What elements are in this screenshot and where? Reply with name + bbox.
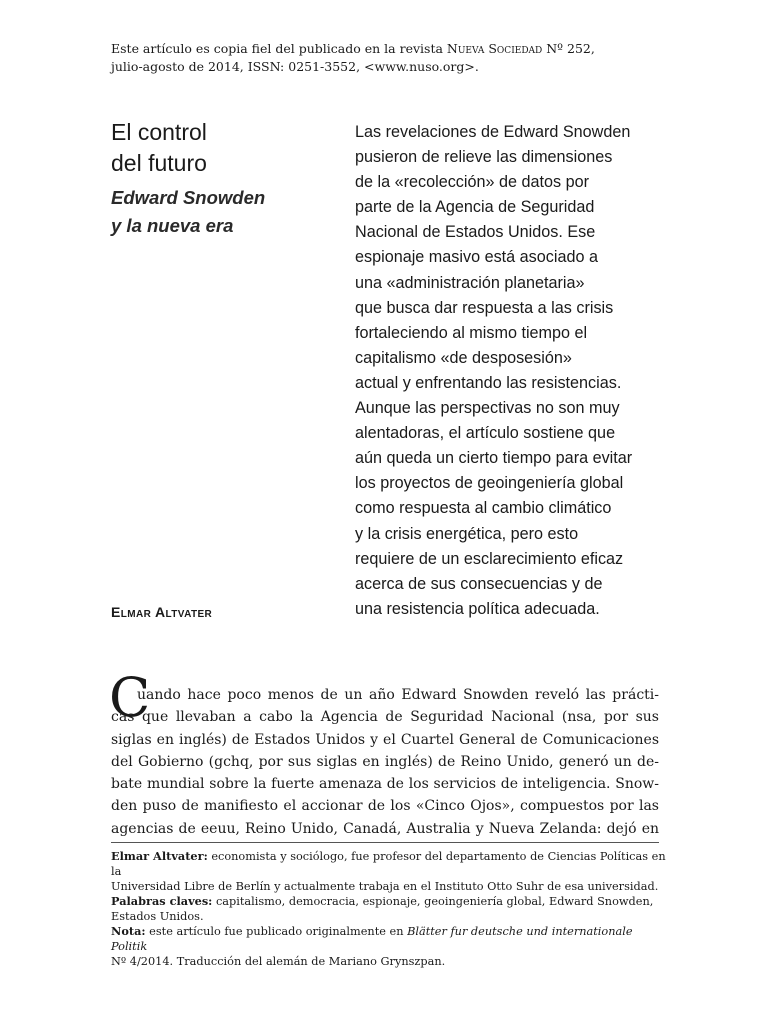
abstract-line: los proyectos de geoingeniería global — [355, 474, 624, 493]
abstract-line: una «administración planetaria» — [355, 273, 585, 292]
author-name: Elmar Altvater — [111, 604, 213, 620]
source-note-text: Nº 4/2014. Traducción del alemán de Mariano Grynszpan. — [111, 955, 446, 968]
body-line: den puso de manifiesto el accionar de los «Cinco Ojos», compuestos por las — [111, 798, 659, 815]
article-subtitle — [111, 184, 331, 240]
source-note-text: este artículo fue publicado originalmente en — [149, 925, 404, 938]
abstract-line: requiere de un esclarecimiento eficaz — [355, 549, 624, 568]
abstract-line: acerca de sus consecuencias y de — [355, 574, 603, 593]
source-note-label: Nota: — [111, 924, 146, 938]
article-title — [111, 117, 331, 179]
abstract-line: espionaje masivo está asociado a — [355, 248, 598, 267]
keywords-text: Estados Unidos. — [111, 910, 204, 923]
abstract — [355, 120, 675, 622]
publication-notice — [111, 40, 651, 76]
abstract-line: pusieron de relieve las dimensiones — [355, 148, 613, 167]
author-note — [111, 849, 671, 894]
source-note — [111, 924, 671, 969]
body-text — [111, 684, 659, 840]
author-note-label: Elmar Altvater: — [111, 849, 208, 863]
abstract-line: capitalismo «de desposesión» — [355, 348, 572, 367]
abstract-line: Aunque las perspectivas no son muy — [355, 399, 620, 418]
abstract-line: alentadoras, el artículo sostiene que — [355, 424, 616, 443]
keywords-label: Palabras claves: — [111, 894, 213, 908]
abstract-line: de la «recolección» de datos por — [355, 173, 589, 192]
abstract-line: Las revelaciones de Edward Snowden — [355, 123, 631, 141]
body-line: uando hace poco menos de un año Edward Snowden reveló las prácti- — [137, 687, 659, 703]
footnotes — [111, 849, 671, 969]
journal-name: Nueva Sociedad — [446, 41, 543, 56]
body-line: agencias de eeuu, Reino Unido, Canadá, Australia y Nueva Zelanda: dejó en — [111, 820, 659, 837]
abstract-line: fortaleciendo al mismo tiempo el — [355, 323, 588, 342]
title-line-2: del futuro — [111, 150, 207, 176]
keywords-note — [111, 894, 671, 924]
abstract-line: aún queda un cierto tiempo para evitar — [355, 449, 633, 468]
abstract-line: como respuesta al cambio climático — [355, 499, 612, 518]
abstract-line: y la crisis energética, pero esto — [355, 524, 579, 543]
keywords-text: capitalismo, democracia, espionaje, geoingeniería global, Edward Snowden, — [215, 895, 654, 908]
drop-cap: C — [109, 666, 151, 729]
abstract-line: parte de la Agencia de Seguridad — [355, 198, 595, 217]
author-note-text: Universidad Libre de Berlín y actualmente trabaja en el Instituto Otto Suhr de esa universidad. — [111, 880, 659, 893]
footnote-divider — [111, 842, 659, 843]
subtitle-line-2: y la nueva era — [111, 215, 234, 236]
body-line: siglas en inglés) de Estados Unidos y el Cuartel General de Comunicaciones — [111, 731, 659, 748]
abstract-line: que busca dar respuesta a las crisis — [355, 298, 614, 317]
source-publication: Blätter fur deutsche und internationale Politik — [111, 925, 633, 953]
body-line: bate mundial sobre la fuerte amenaza de los servicios de inteligencia. Snow- — [111, 776, 659, 793]
abstract-line: una resistencia política adecuada. — [355, 599, 600, 618]
author-note-text: economista y sociólogo, fue profesor del departamento de Ciencias Políticas en la — [111, 850, 666, 878]
issue-number: Nº 252, — [546, 41, 595, 56]
issue-details: julio-agosto de 2014, ISSN: 0251-3552, <www.nuso.org>. — [111, 59, 479, 74]
body-line: cas que llevaban a cabo la Agencia de Seguridad Nacional (nsa, por sus — [111, 709, 659, 726]
notice-text: Este artículo es copia fiel del publicado en la revista — [111, 41, 443, 56]
title-line-1: El control — [111, 119, 207, 145]
body-line: del Gobierno (gchq, por sus siglas en inglés) de Reino Unido, generó un de- — [111, 753, 659, 770]
abstract-line: Nacional de Estados Unidos. Ese — [355, 223, 596, 242]
subtitle-line-1: Edward Snowden — [111, 187, 266, 208]
abstract-line: actual y enfrentando las resistencias. — [355, 373, 622, 392]
